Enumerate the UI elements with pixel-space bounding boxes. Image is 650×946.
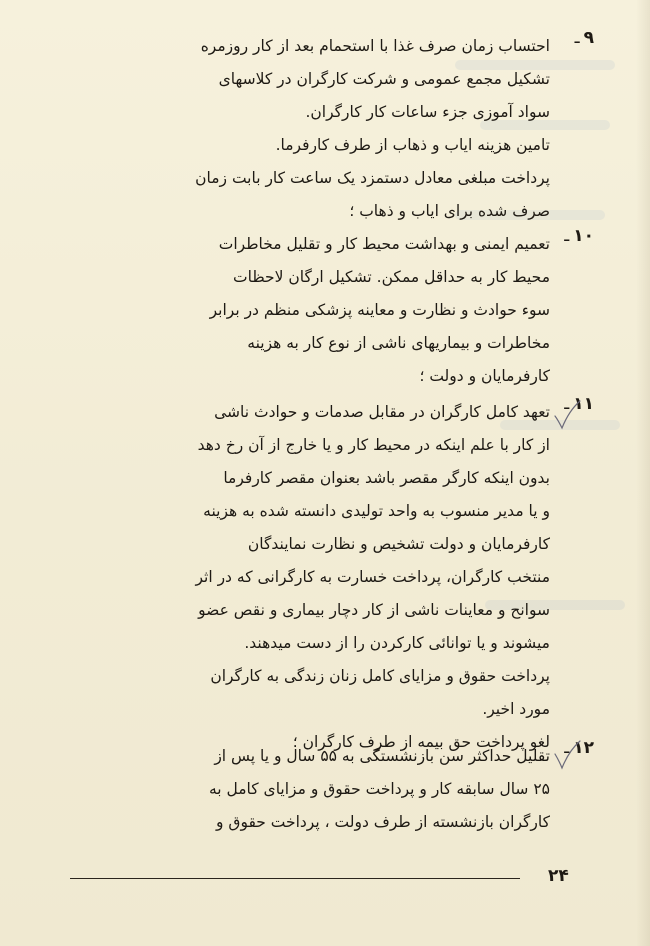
text-line: پرداخت حقوق و مزایای کامل زنان زندگی به کارگران: [210, 667, 550, 685]
clause-11: [46, 396, 594, 759]
text-line: منتخب کارگران، پرداخت خسارت به کارگرانی که در اثر: [195, 568, 550, 586]
text-line: از کار با علم اینکه در محیط کار و یا خارج از آن رخ دهد: [197, 436, 550, 454]
clause-9: [46, 30, 594, 228]
clause-number: ۱۰ـ: [564, 226, 594, 246]
text-line: مخاطرات و بیماریهای ناشی از نوع کار به هزینه: [247, 334, 550, 352]
handwritten-check-mark-icon: [552, 738, 582, 772]
text-line: کارگران بازنشسته از طرف دولت ، پرداخت حقوق و: [216, 813, 550, 831]
text-line: کارفرمایان و دولت تشخیص و نظارت نمایندگان: [247, 535, 550, 553]
text-line: سوانح و معاینات ناشی از کار دچار بیماری و نقص عضو: [198, 601, 550, 619]
text-line: ۲۵ سال سابقه کار و پرداخت حقوق و مزایای کامل به: [208, 780, 550, 798]
text-line: تشکیل مجمع عمومی و شرکت کارگران در کلاسهای: [218, 70, 550, 88]
text-line: سواد آموزی جزء ساعات کار کارگران.: [305, 103, 550, 121]
handwritten-check-mark-icon: [552, 398, 582, 432]
text-line: میشوند و یا توانائی کارکردن را از دست میدهند.: [244, 634, 550, 652]
text-line: کارفرمایان و دولت ؛: [419, 367, 550, 385]
text-line: تقلیل حداکثر سن بازنشستگی به ۵۵ سال و یا پس از: [214, 747, 550, 765]
clause-text: [46, 396, 550, 759]
clause-number: ۱۲ـ: [564, 738, 594, 758]
text-line: پرداخت مبلغی معادل دستمزد یک ساعت کار بابت زمان: [195, 169, 550, 187]
text-line: صرف شده برای ایاب و ذهاب ؛: [349, 202, 550, 220]
text-line: سوء حوادث و نظارت و معاینه پزشکی منظم در برابر: [209, 301, 550, 319]
page-edge-shadow: [636, 0, 650, 946]
clause-number: ۱۱ـ: [564, 394, 594, 414]
clause-text: [46, 30, 550, 228]
text-line: احتساب زمان صرف غذا با استحمام بعد از کار روزمره: [200, 37, 550, 55]
page-number: ۲۴: [548, 866, 569, 886]
text-line: تعهد کامل کارگران در مقابل صدمات و حوادث ناشی: [214, 403, 550, 421]
text-line: تامین هزینه ایاب و ذهاب از طرف کارفرما.: [275, 136, 550, 154]
text-line: و یا مدیر منسوب به واحد تولیدی دانسته شده به هزینه: [203, 502, 550, 520]
text-line: تعمیم ایمنی و بهداشت محیط کار و تقلیل مخاطرات: [218, 235, 550, 253]
text-line: لغو پرداخت حق بیمه از طرف کارگران ؛: [292, 733, 550, 751]
text-line: مورد اخیر.: [482, 700, 550, 718]
clause-12: [46, 740, 594, 839]
text-line: بدون اینکه کارگر مقصر باشد بعنوان مقصر کارفرما: [223, 469, 550, 487]
clause-number: ۹ـ: [574, 28, 594, 48]
clause-10: [46, 228, 594, 393]
clause-text: [46, 740, 550, 839]
text-line: محیط کار به حداقل ممکن. تشکیل ارگان لاحظات: [233, 268, 550, 286]
footer-rule: [70, 878, 520, 879]
clause-text: [46, 228, 550, 393]
